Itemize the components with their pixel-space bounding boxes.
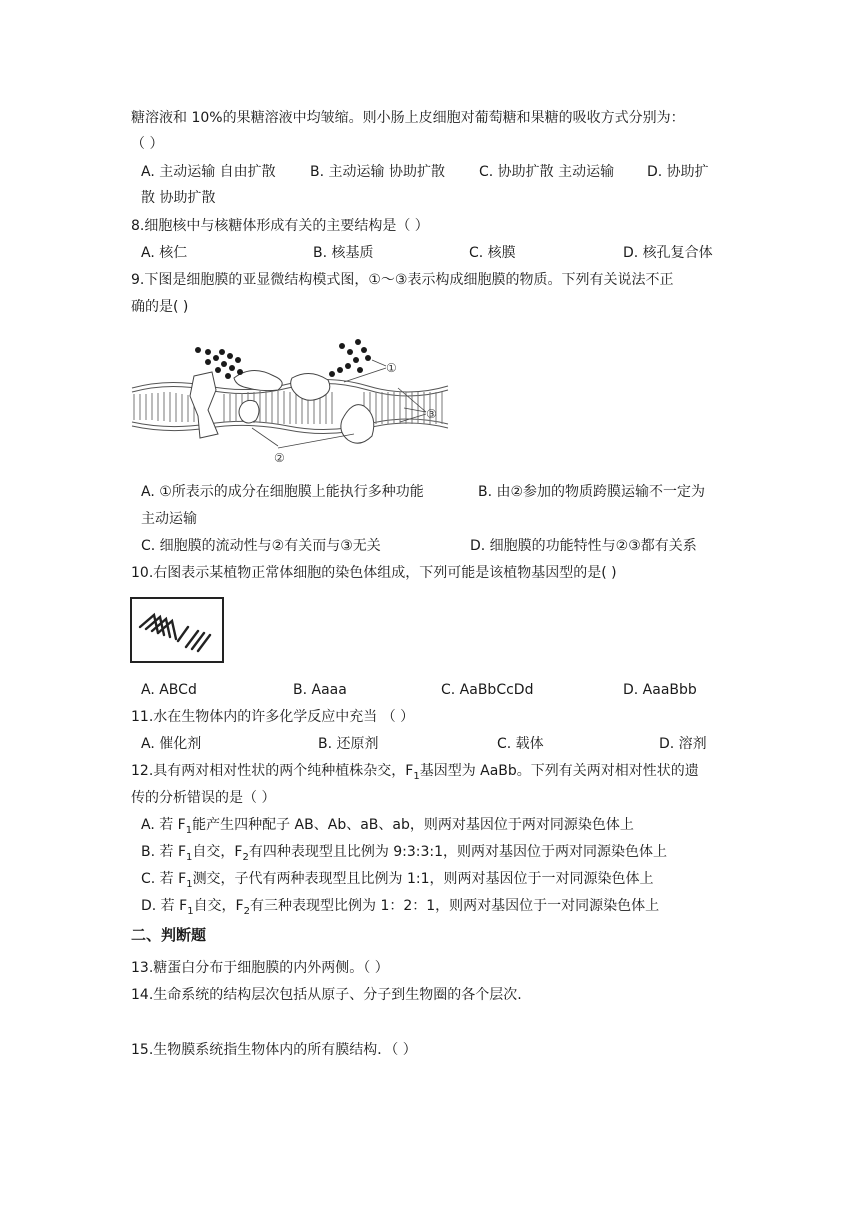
q8-option-d: D. 核孔复合体	[623, 245, 713, 261]
label-3: ③	[426, 407, 437, 421]
q7-stem-line1: 糖溶液和 10%的果糖溶液中均皱缩。则小肠上皮细胞对葡萄糖和果糖的吸收方式分别为：	[131, 110, 685, 126]
q9-option-b: B. 由②参加的物质跨膜运输不一定为	[478, 484, 706, 500]
q9-option-d: D. 细胞膜的功能特性与②③都有关系	[470, 538, 697, 554]
q12-option-a: A. 若 $F_1$能产生四种配子 AB、Ab、aB、ab，则两对基因位于两对同源染色体上	[141, 817, 634, 836]
label-1: ①	[386, 361, 397, 375]
section-heading-judgement: 二、判断题	[131, 926, 207, 944]
q7-option-d: D. 协助扩	[647, 164, 709, 180]
q9-stem-line2: 确的是( )	[131, 299, 189, 315]
q9-option-b-cont: 主动运输	[141, 511, 197, 527]
q12-option-b: B. 若 $F_1$自交，$F_2$有四种表现型且比例为 9:3:3:1，则两对基因位于两对同源染色体上	[141, 844, 668, 863]
q8-option-b: B. 核基质	[313, 245, 374, 261]
q9-option-a: A. ①所表示的成分在细胞膜上能执行多种功能	[141, 484, 424, 500]
q12-stem-line2: 传的分析错误的是（ ）	[131, 790, 276, 806]
q7-option-b: B. 主动运输 协助扩散	[310, 164, 445, 180]
q10-option-d: D. AaaBbb	[623, 682, 697, 698]
q9-stem-line1: 9.下图是细胞膜的亚显微结构模式图，①～③表示构成细胞膜的物质。下列有关说法不正	[131, 272, 674, 288]
q15-stem: 15.生物膜系统指生物体内的所有膜结构．（ ）	[131, 1042, 417, 1058]
q7-option-c: C. 协助扩散 主动运输	[479, 164, 615, 180]
q10-option-c: C. AaBbCcDd	[441, 682, 534, 698]
q10-stem: 10.右图表示某植物正常体细胞的染色体组成，下列可能是该植物基因型的是( )	[131, 565, 617, 581]
q14-stem: 14.生命系统的结构层次包括从原子、分子到生物圈的各个层次.	[131, 987, 522, 1003]
q10-option-b: B. Aaaa	[293, 682, 347, 698]
q11-option-d: D. 溶剂	[659, 736, 707, 752]
sugar-chains	[195, 339, 371, 379]
q7-option-a: A. 主动运输 自由扩散	[141, 164, 276, 180]
q11-option-b: B. 还原剂	[318, 736, 379, 752]
q8-stem: 8.细胞核中与核糖体形成有关的主要结构是（ ）	[131, 218, 429, 234]
q7-option-d-cont: 散 协助扩散	[141, 190, 216, 206]
q11-option-a: A. 催化剂	[141, 736, 202, 752]
q11-stem: 11.水在生物体内的许多化学反应中充当 （ ）	[131, 709, 415, 725]
q8-option-c: C. 核膜	[469, 245, 516, 261]
q13-stem: 13.糖蛋白分布于细胞膜的内外两侧。（ ）	[131, 960, 389, 976]
q7-stem-line2: （ ）	[131, 136, 164, 152]
q12-option-d: D. 若 $F_1$自交，$F_2$有三种表现型比例为 1：2：1，则两对基因位于一对同源染色体上	[141, 898, 660, 917]
cell-membrane-figure	[128, 330, 458, 470]
label-2: ②	[274, 451, 285, 465]
q9-option-c: C. 细胞膜的流动性与②有关而与③无关	[141, 538, 381, 554]
q12-stem-line1: 12.具有两对相对性状的两个纯种植株杂交，$F_1$基因型为 AaBb。下列有关两对相对性状的遗	[131, 763, 699, 782]
q12-option-c: C. 若 $F_1$测交，子代有两种表现型且比例为 1:1，则两对基因位于一对同源染色体上	[141, 871, 654, 890]
chromosome-figure	[130, 597, 226, 665]
q10-option-a: A. ABCd	[141, 682, 197, 698]
q11-option-c: C. 载体	[497, 736, 544, 752]
q8-option-a: A. 核仁	[141, 245, 188, 261]
